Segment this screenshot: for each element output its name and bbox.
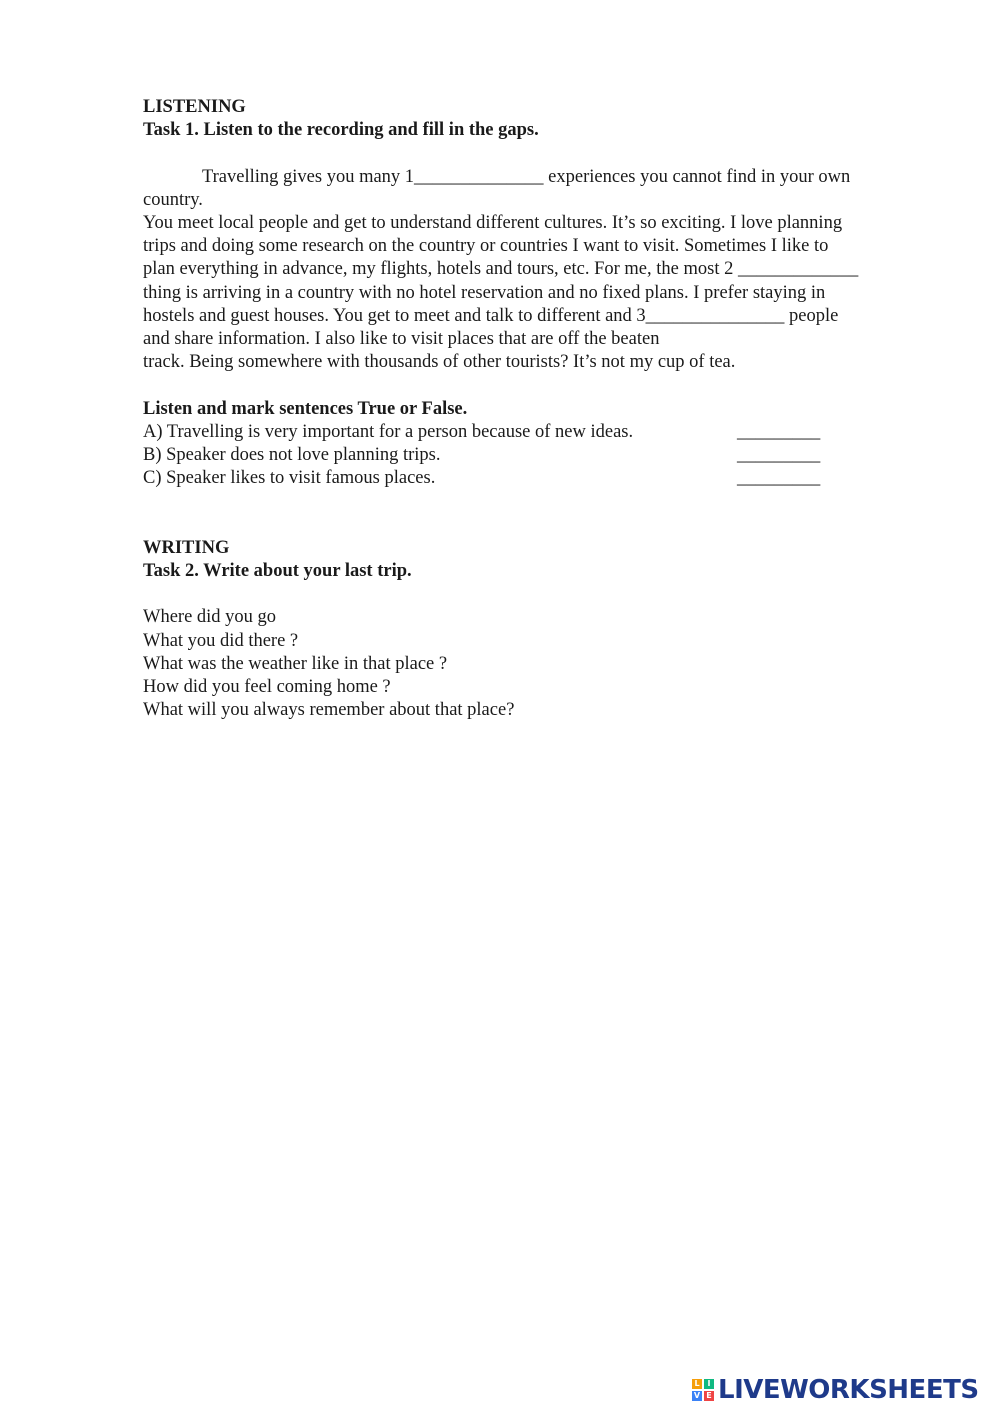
paragraph-line: Travelling gives you many 1______________ experiences you cannot find in your own bbox=[202, 166, 851, 187]
true-false-title: Listen and mark sentences True or False. bbox=[143, 398, 468, 419]
paragraph-line: trips and doing some research on the country or countries I want to visit. Sometimes I like to bbox=[143, 236, 829, 257]
logo-cell: I bbox=[704, 1379, 714, 1389]
writing-question: What you did there ? bbox=[143, 630, 299, 651]
paragraph-line: track. Being somewhere with thousands of other tourists? It’s not my cup of tea. bbox=[143, 352, 736, 373]
writing-question: Where did you go bbox=[143, 607, 277, 628]
true-false-item-a bbox=[143, 421, 933, 444]
liveworksheets-logo bbox=[692, 1375, 979, 1405]
answer-blank[interactable]: _________ bbox=[737, 468, 821, 489]
true-false-statement: B) Speaker does not love planning trips. bbox=[143, 445, 441, 466]
logo-cell: V bbox=[693, 1391, 701, 1400]
logo-cell: E bbox=[704, 1391, 714, 1401]
writing-question: What was the weather like in that place ? bbox=[143, 653, 448, 674]
writing-question: How did you feel coming home ? bbox=[143, 677, 391, 698]
true-false-statement: C) Speaker likes to visit famous places. bbox=[143, 468, 436, 489]
true-false-item-b bbox=[143, 444, 933, 467]
paragraph-line: thing is arriving in a country with no hotel reservation and no fixed plans. I prefer staying in bbox=[143, 282, 826, 303]
spacer bbox=[143, 583, 933, 606]
task1-title: Task 1. Listen to the recording and fill in the gaps. bbox=[143, 120, 539, 141]
listening-heading: LISTENING bbox=[143, 97, 246, 117]
answer-blank[interactable]: _________ bbox=[737, 421, 821, 442]
true-false-statement: A) Travelling is very important for a person because of new ideas. bbox=[143, 421, 634, 442]
paragraph-line: country. bbox=[143, 189, 203, 210]
writing-heading: WRITING bbox=[143, 537, 230, 558]
spacer bbox=[143, 490, 933, 536]
logo-icon bbox=[692, 1379, 714, 1401]
paragraph-line: You meet local people and get to understand different cultures. It’s so exciting. I love planning bbox=[143, 213, 843, 233]
paragraph-line: hostels and guest houses. You get to meet and talk to different and 3_______________ people bbox=[143, 305, 839, 326]
answer-blank[interactable]: _________ bbox=[737, 445, 821, 466]
true-false-item-c bbox=[143, 467, 933, 490]
worksheet-page bbox=[143, 96, 933, 722]
writing-question: What will you always remember about that place? bbox=[143, 700, 515, 721]
logo-text: LIVEWORKSHEETS bbox=[718, 1375, 979, 1405]
logo-cell: L bbox=[692, 1379, 702, 1389]
paragraph-line: plan everything in advance, my flights, hotels and tours, etc. For me, the most 2 _____________ bbox=[143, 259, 859, 280]
task2-title: Task 2. Write about your last trip. bbox=[143, 561, 412, 582]
spacer bbox=[143, 142, 933, 165]
spacer bbox=[143, 374, 933, 397]
paragraph-line: and share information. I also like to visit places that are off the beaten bbox=[143, 329, 660, 350]
